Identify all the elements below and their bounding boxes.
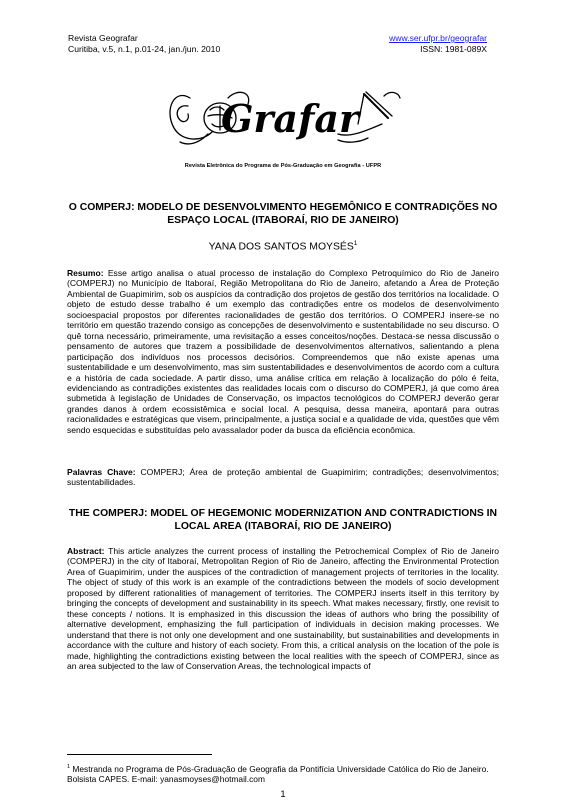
geografar-logo (168, 84, 404, 156)
footnote (67, 762, 499, 785)
logo-wordmark: Grafar (220, 96, 360, 141)
page-number: 1 (280, 788, 286, 799)
footnote-mark: 1 (67, 764, 71, 770)
citation-line: Curitiba, v.5, n.1, p.01-24, jan./jun. 2010 (68, 44, 221, 54)
issn-line: ISSN: 1981-089X (420, 44, 487, 54)
abstract-pt-text: Esse artigo analisa o atual processo de instalação do Complexo Petroquímico do Rio de Janeiro (COMPERJ) no Município de Itaboraí, Região Metropolitana do Rio de Janeiro, afetando a Área de Proteção Ambiental de Guapimirim, sob os auspícios da contradição dos projetos de gestão dos territórios na localidade. O objeto de estudo desse trabalho é um exemplo das contradições entre os modelos de desenvolvimento socioespacial propostos por diferentes racionalidades de gestão dos territórios. O COMPERJ insere-se no território em questão trazendo consigo as concepções de desenvolvimento e sustentabilidade no seu discurso. O quê torna necessário, primeiramente, uma revisitação a esses conceitos/noções. Destaca-se nessa discussão o pensamento de autores que trazem a possibilidade de desenvolvimentos alternativos, salientando a plena participação dos indivíduos nos processos decisórios. Compreendemos que não existe apenas uma sustentabilidade e um desenvolvimento, mas sim sustentabilidades e desenvolvimentos de acordo com a cultura e a história de cada sociedade. A partir disso, uma análise crítica em relação à localização do pólo é feita, evidenciando as contradições existentes das realidades locais com o discurso do COMPERJ, já que como área submetida à legislação de Unidades de Conservação, os impactos tecnológicos do COMPERJ deverão gerar grandes danos à ordem ecossistêmica e social local. A pesquisa, dessa maneira, apontará para outras racionalidades e estratégicas que visem, principalmente, a justiça social e a qualidade de vida, questões que vêm sendo esquecidas e substituídas pelo avassalador poder da busca da eficiência econômica. (67, 268, 500, 435)
author-line (0, 240, 566, 252)
footnote-divider (67, 754, 212, 755)
footnote-text: Mestranda no Programa de Pós-Graduação de Geografia da Pontifícia Universidade Católica do Rio de Janeiro. Bolsista CAPES. E-mail: yanasmoyses@hotmail.com (67, 763, 489, 785)
keywords-label: Palavras Chave: (67, 467, 136, 477)
abstract-pt (67, 268, 499, 435)
logo-subtitle: Revista Eletrônica do Programa de Pós-Graduação em Geografia - UFPR (184, 163, 382, 169)
journal-name: Revista Geografar (68, 33, 138, 43)
article-title-en: THE COMPERJ: MODEL OF HEGEMONIC MODERNIZATION AND CONTRADICTIONS IN LOCAL AREA (ITABORAÍ, RIO DE JANEIRO) (68, 508, 498, 532)
abstract-en (67, 546, 499, 671)
author-name: YANA DOS SANTOS MOYSÉS (208, 241, 354, 253)
keywords (67, 467, 499, 488)
abstract-pt-label: Resumo: (67, 268, 104, 278)
abstract-en-label: Abstract: (67, 546, 105, 556)
author-footnote-mark: 1 (353, 240, 358, 247)
keywords-text: COMPERJ; Área de proteção ambiental de Guapimirim; contradições; desenvolvimentos; sustentabilidades. (67, 467, 500, 488)
journal-url-link[interactable]: www.ser.ufpr.br/geografar (389, 33, 487, 43)
header-citation (68, 33, 220, 55)
article-title-pt: O COMPERJ: MODELO DE DESENVOLVIMENTO HEGEMÔNICO E CONTRADIÇÕES NO ESPAÇO LOCAL (ITABORAÍ, RIO DE JANEIRO) (68, 202, 498, 226)
abstract-en-text: This article analyzes the current process of installing the Petrochemical Complex of Rio de Janeiro (COMPERJ) in the city of Itaboraí, Metropolitan Region of Rio de Janeiro, affecting the Environmental Protection Area of Guapimirim, under the auspices of the contradiction of management projects of territories in the locality. The object of study of this work is an example of the contradictions between the models of socio development proposed by different rationalities of management of territories. The COMPERJ inserts itself in this territory by bringing the concepts of development and sustainability in its speech. What makes necessary, firstly, one revisit to these concepts / notions. It is emphasized in this discussion the ideas of authors who bring the possibility of alternative development, emphasizing the full participation of individuals in decision making processes. We understand that there is not only one development and one sustainability, but sustainabilities and developments in accordance with the culture and history of each society. From this, a critical analysis on the location of the pole is made, highlighting the contradictions existing between the local realities with the speech of COMPERJ, since as an area subjected to the law of Conservation Areas, the technological impacts of (67, 546, 499, 671)
header-links (389, 33, 487, 55)
